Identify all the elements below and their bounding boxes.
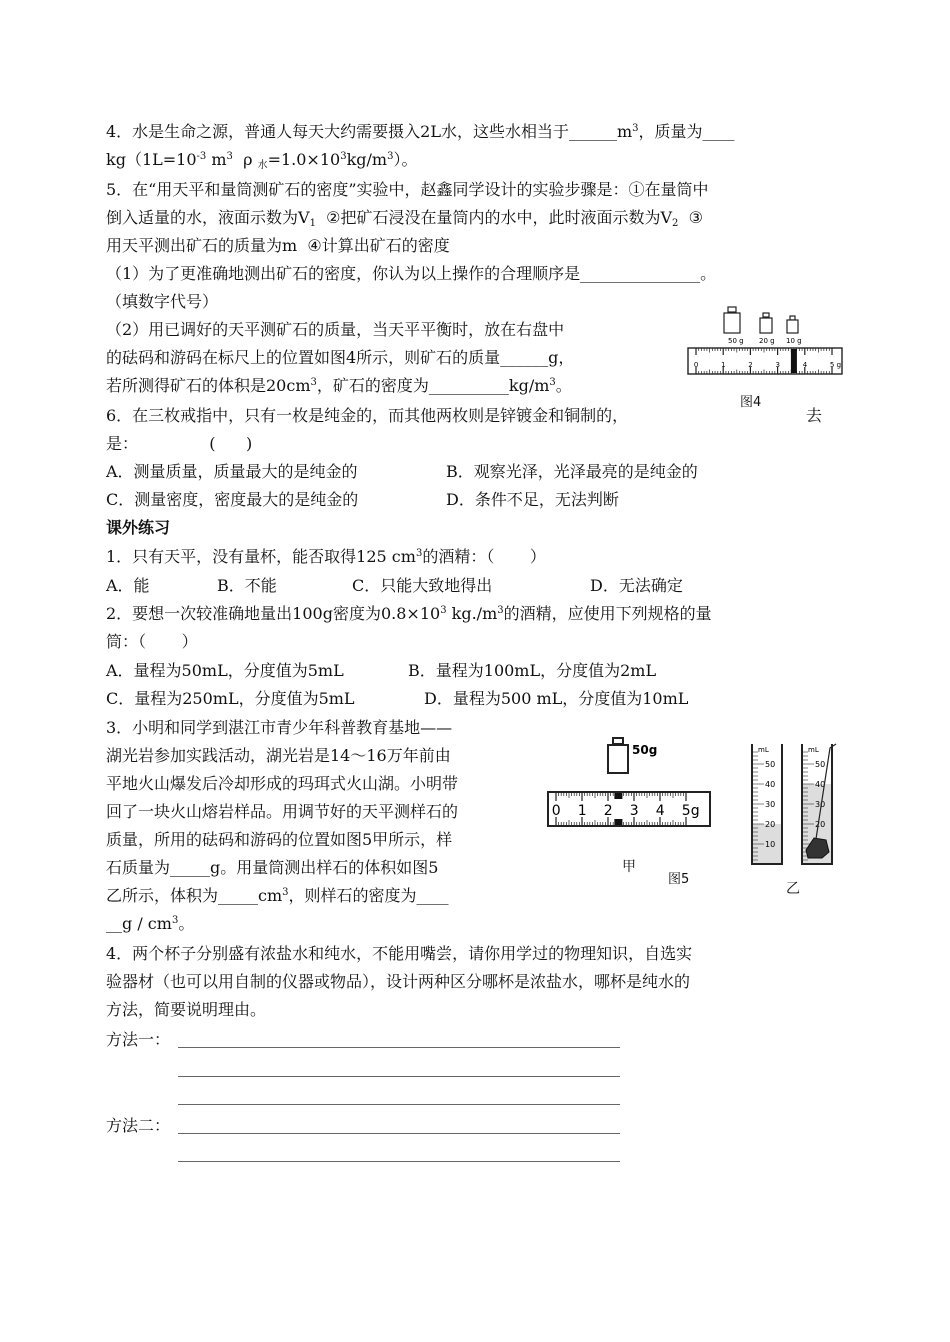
e1-line-1: 1．只有天平，没有量杯，能否取得125 $cm^3$的酒精：（ ） — [106, 547, 546, 566]
unit-label-1: mL — [758, 746, 769, 754]
fig5-label: 5g — [681, 803, 700, 819]
e3-line-6: 石质量为_____g。用量筒测出样石的体积如图5 — [106, 858, 439, 877]
fig4-label: 4 — [802, 361, 808, 369]
weight-10g — [787, 316, 798, 333]
cylinder-mark-label: 20 — [815, 820, 826, 829]
e1-option-c: C．只能大致地得出 — [352, 576, 493, 595]
method-2-label: 方法二： — [106, 1116, 171, 1135]
fig5-label: 4 — [655, 803, 665, 819]
q6-line-2: 是： ( ) — [106, 434, 253, 453]
q5-line-2: 倒入适量的水，液面示数为$V_1$ ②把矿石浸没在量筒内的水中，此时液面示数为$V_2$ ③ — [106, 208, 703, 229]
figure-4-caption: 图4 — [740, 395, 762, 410]
weight-50g — [608, 738, 628, 773]
figure-4-balance — [686, 304, 846, 386]
fig5-label: 1 — [577, 803, 587, 819]
method-1-label: 方法一： — [106, 1030, 171, 1049]
q6-option-a: A．测量质量，质量最大的是纯金的 — [106, 462, 358, 481]
answer-line-2[interactable] — [178, 1076, 620, 1077]
q5-line-6: （2）用已调好的天平测矿石的质量，当天平平衡时，放在右盘中 — [106, 320, 565, 339]
cylinder-1-marks — [753, 752, 775, 860]
e2-option-b: B．量程为100mL，分度值为2mL — [408, 661, 657, 680]
rider — [791, 349, 797, 373]
answer-line-5[interactable] — [178, 1161, 620, 1162]
fig4-label: 1 — [721, 361, 726, 369]
weight-label-50: 50 g — [728, 337, 744, 345]
q6-option-d: D．条件不足，无法判断 — [446, 490, 619, 509]
q5-line-4: （1）为了更准确地测出矿石的密度，你认为以上操作的合理顺序是_______________。 — [106, 264, 717, 283]
q5-line-3: 用天平测出矿石的质量为m ④计算出矿石的密度 — [106, 236, 450, 255]
figure-5-caption: 图5 — [668, 872, 690, 887]
cylinder-mark-label: 40 — [765, 780, 776, 789]
e1-option-b: B．不能 — [217, 576, 277, 595]
fig4-label: 0 — [693, 361, 699, 369]
cylinder-mark-label: 40 — [815, 780, 826, 789]
q4-line-1: 4．水是生命之源，普通人每天大约需要摄入2L水，这些水相当于$\_\_\_\_\_\_m^3$，质量为____ — [106, 122, 735, 141]
e3-line-2: 湖光岩参加实践活动，湖光岩是14～16万年前由 — [106, 746, 451, 765]
rider-top — [614, 793, 622, 799]
e3-line-4: 回了一块火山熔岩样品。用调节好的天平测样石的 — [106, 802, 459, 821]
cylinder-mark-label: 50 — [815, 760, 826, 769]
cylinder-2 — [802, 744, 836, 864]
e3-line-8: __g / $cm^3$。 — [106, 914, 195, 933]
cylinder-mark-label: 20 — [765, 820, 776, 829]
e2-option-d: D．量程为500 mL，分度值为10mL — [424, 689, 689, 708]
scale-bar — [688, 348, 842, 374]
weight-label-20: 20 g — [759, 337, 775, 345]
cylinder-mark-label: 30 — [765, 800, 776, 809]
cylinder-mark-label: 10 — [765, 840, 776, 849]
q5-line-8: 若所测得矿石的体积是$20cm^3$，矿石的密度为$\_\_\_\_\_\_\_\_\_\_kg/m^3$。 — [106, 376, 572, 395]
answer-line-3[interactable] — [178, 1104, 620, 1105]
figure-5-label-jia: 甲 — [622, 859, 636, 875]
answer-line-1[interactable] — [178, 1047, 620, 1048]
e3-line-5: 质量，所用的砝码和游码的位置如图5甲所示，样 — [106, 830, 453, 849]
unit-label-2: mL — [808, 746, 819, 754]
q6-option-b: B．观察光泽，光泽最亮的是纯金的 — [446, 462, 698, 481]
e2-line-1: 2．要想一次较准确地量出100g密度为$0.8\times 10^3$ $kg./m^3$的酒精，应使用下列规格的量 — [106, 604, 712, 623]
cylinder-mark-label: 50 — [765, 760, 776, 769]
e1-option-a: A．能 — [106, 576, 150, 595]
q5-line-7: 的砝码和游码在标尺上的位置如图4所示，则矿石的质量______g， — [106, 348, 575, 367]
fig5-label: 0 — [551, 803, 561, 819]
e2-line-2: 筒：（ ） — [106, 632, 198, 651]
weight-50g — [724, 307, 740, 333]
figure-5-balance — [546, 734, 712, 834]
fig4-label: 2 — [748, 361, 753, 369]
weight-20g — [760, 313, 772, 333]
e2-option-a: A．量程为50mL，分度值为5mL — [106, 661, 344, 680]
e2-option-c: C．量程为250mL，分度值为5mL — [106, 689, 355, 708]
answer-line-4[interactable] — [178, 1133, 620, 1134]
e3-line-1: 3．小明和同学到湛江市青少年科普教育基地—— — [106, 718, 453, 737]
e1-option-d: D．无法确定 — [590, 576, 683, 595]
q4-line-2: $kg(1L=10^{-3}$ $m^3$ ρ $_水=1.0\times 10^3kg/m^3$）。 — [106, 150, 418, 171]
q5-line-5: （填数字代号） — [106, 292, 219, 311]
fig4-label: 3 — [775, 361, 780, 369]
fig5-label: 2 — [603, 803, 613, 819]
fig4-label: 5 g — [829, 361, 842, 369]
fig5-label: 3 — [629, 803, 639, 819]
figure-5-label-yi: 乙 — [786, 881, 800, 897]
section-title: 课外练习 — [106, 518, 171, 537]
q6-option-c: C．测量密度，密度最大的是纯金的 — [106, 490, 359, 509]
cylinder-mark-label: 30 — [815, 800, 826, 809]
e3-line-3: 平地火山爆发后冷却形成的玛珥式火山湖。小明带 — [106, 774, 459, 793]
cylinder-1 — [752, 744, 782, 864]
e4-line-2: 验器材（也可以用自制的仪器或物品），设计两种区分哪杯是浓盐水，哪杯是纯水的 — [106, 972, 691, 991]
rider-bottom — [614, 819, 622, 825]
figure-5-cylinders — [744, 740, 844, 870]
q6-line-1-end: 去 — [806, 406, 823, 425]
e4-line-1: 4．两个杯子分别盛有浓盐水和纯水，不能用嘴尝，请你用学过的物理知识，自选实 — [106, 944, 693, 963]
weight-label-10: 10 g — [786, 337, 802, 345]
q6-line-1: 6．在三枚戒指中，只有一枚是纯金的，而其他两枚则是锌镀金和铜制的， — [106, 406, 629, 425]
e4-line-3: 方法，简要说明理由。 — [106, 1000, 267, 1019]
e3-line-7: 乙所示，体积为$\_\_\_\_\_cm^3$，则样石的密度为____ — [106, 886, 449, 905]
q5-line-1: 5．在“用天平和量筒测矿石的密度”实验中，赵鑫同学设计的实验步骤是：①在量筒中 — [106, 180, 709, 199]
weight-label: 50g — [632, 743, 658, 757]
